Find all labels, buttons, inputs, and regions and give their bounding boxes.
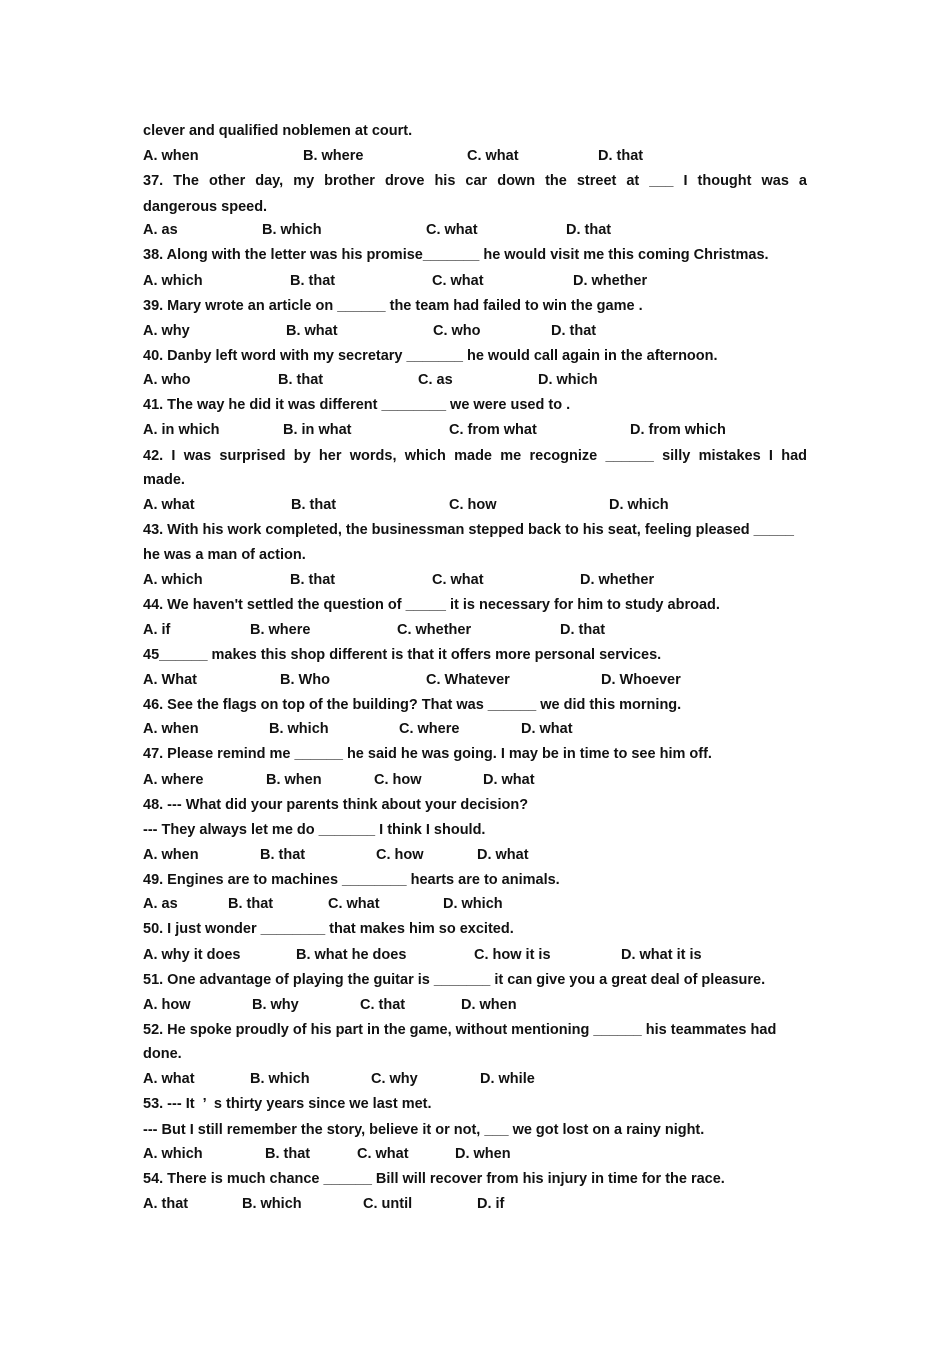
option-a: A. what — [143, 1071, 195, 1087]
option-b: B. where — [250, 622, 311, 638]
question-48: 48. --- What did your parents think about your decision? — [143, 797, 529, 813]
option-d: D. what — [483, 772, 535, 788]
option-c: C. where — [399, 721, 460, 737]
option-b: B. when — [266, 772, 322, 788]
question-45: 45______ makes this shop different is that it offers more personal services. — [143, 647, 662, 663]
option-c: C. that — [360, 997, 406, 1013]
option-a: A. which — [143, 572, 203, 588]
option-c: C. what — [467, 148, 519, 164]
option-c: C. what — [432, 572, 484, 588]
option-b: B. that — [228, 896, 274, 912]
option-b: B. what he does — [296, 947, 407, 963]
option-d: D. whether — [580, 572, 655, 588]
question-38: 38. Along with the letter was his promise_______ he would visit me this coming Christmas. — [143, 247, 769, 263]
option-a: A. who — [143, 372, 191, 388]
option-c: C. how — [449, 497, 497, 513]
question-text-line: done. — [143, 1046, 182, 1062]
option-b: B. in what — [283, 422, 352, 438]
option-b: B. where — [303, 148, 364, 164]
option-d: D. that — [560, 622, 606, 638]
option-b: B. which — [262, 222, 322, 238]
option-a: A. where — [143, 772, 204, 788]
option-d: D. when — [455, 1146, 511, 1162]
option-c: C. who — [433, 323, 481, 339]
option-c: C. as — [418, 372, 453, 388]
option-b: B. which — [269, 721, 329, 737]
option-b: B. that — [291, 497, 337, 513]
option-d: D. if — [477, 1196, 505, 1212]
question-54: 54. There is much chance ______ Bill will recover from his injury in time for the race. — [143, 1171, 725, 1187]
option-b: B. which — [242, 1196, 302, 1212]
option-d: D. while — [480, 1071, 535, 1087]
question-44: 44. We haven't settled the question of _____ it is necessary for him to study abroad. — [143, 597, 720, 613]
option-b: B. that — [278, 372, 324, 388]
question-40: 40. Danby left word with my secretary _______ he would call again in the afternoon. — [143, 348, 718, 364]
option-a: A. which — [143, 1146, 203, 1162]
option-a: A. in which — [143, 422, 220, 438]
option-d: D. that — [551, 323, 597, 339]
option-b: B. that — [260, 847, 306, 863]
option-c: C. from what — [449, 422, 537, 438]
option-d: D. when — [461, 997, 517, 1013]
option-b: B. Who — [280, 672, 330, 688]
option-d: D. what — [521, 721, 573, 737]
option-d: D. what it is — [621, 947, 702, 963]
option-b: B. that — [265, 1146, 311, 1162]
option-a: A. as — [143, 222, 178, 238]
option-a: A. What — [143, 672, 197, 688]
question-43: 43. With his work completed, the businessman stepped back to his seat, feeling pleased _____ — [143, 522, 794, 538]
option-a: A. when — [143, 847, 199, 863]
question-49: 49. Engines are to machines ________ hearts are to animals. — [143, 872, 560, 888]
option-c: C. what — [432, 273, 484, 289]
option-a: A. if — [143, 622, 171, 638]
option-b: B. that — [290, 572, 336, 588]
option-c: C. how — [374, 772, 422, 788]
option-b: B. why — [252, 997, 299, 1013]
question-51: 51. One advantage of playing the guitar is _______ it can give you a great deal of pleasure. — [143, 972, 766, 988]
option-c: C. how it is — [474, 947, 551, 963]
option-d: D. which — [538, 372, 598, 388]
option-d: D. which — [443, 896, 503, 912]
option-a: A. what — [143, 497, 195, 513]
question-text-line: he was a man of action. — [143, 547, 306, 563]
option-c: C. what — [328, 896, 380, 912]
option-a: A. why it does — [143, 947, 241, 963]
question-50: 50. I just wonder ________ that makes him so excited. — [143, 921, 514, 937]
question-37: 37. The other day, my brother drove his car down the street at ___ I thought was a — [143, 173, 807, 189]
option-c: C. why — [371, 1071, 418, 1087]
option-c: C. what — [426, 222, 478, 238]
option-a: A. when — [143, 721, 199, 737]
question-46: 46. See the flags on top of the building? That was ______ we did this morning. — [143, 697, 682, 713]
option-d: D. which — [609, 497, 669, 513]
option-b: B. what — [286, 323, 338, 339]
question-text-line: dangerous speed. — [143, 199, 268, 215]
option-d: D. what — [477, 847, 529, 863]
option-a: A. how — [143, 997, 191, 1013]
question-52: 52. He spoke proudly of his part in the game, without mentioning ______ his teammates had — [143, 1022, 777, 1038]
question-53: 53. --- It ’ s thirty years since we last met. — [143, 1096, 432, 1112]
option-c: C. what — [357, 1146, 409, 1162]
option-b: B. that — [290, 273, 336, 289]
option-a: A. that — [143, 1196, 189, 1212]
question-text-line: --- They always let me do _______ I think I should. — [143, 822, 486, 838]
option-c: C. whether — [397, 622, 472, 638]
option-a: A. why — [143, 323, 190, 339]
question-42: 42. I was surprised by her words, which made me recognize ______ silly mistakes I had — [143, 448, 807, 464]
option-a: A. as — [143, 896, 178, 912]
question-41: 41. The way he did it was different ________ we were used to . — [143, 397, 571, 413]
question-47: 47. Please remind me ______ he said he was going. I may be in time to see him off. — [143, 746, 712, 762]
option-c: C. until — [363, 1196, 413, 1212]
question-text-line: made. — [143, 472, 185, 488]
option-c: C. Whatever — [426, 672, 510, 688]
option-d: D. from which — [630, 422, 726, 438]
option-b: B. which — [250, 1071, 310, 1087]
option-d: D. that — [598, 148, 644, 164]
option-d: D. whether — [573, 273, 648, 289]
question-39: 39. Mary wrote an article on ______ the team had failed to win the game . — [143, 298, 643, 314]
question-text-line: clever and qualified noblemen at court. — [143, 123, 413, 139]
option-d: D. Whoever — [601, 672, 681, 688]
question-text-line: --- But I still remember the story, believe it or not, ___ we got lost on a rainy night. — [143, 1122, 705, 1138]
option-a: A. which — [143, 273, 203, 289]
option-c: C. how — [376, 847, 424, 863]
option-a: A. when — [143, 148, 199, 164]
option-d: D. that — [566, 222, 612, 238]
